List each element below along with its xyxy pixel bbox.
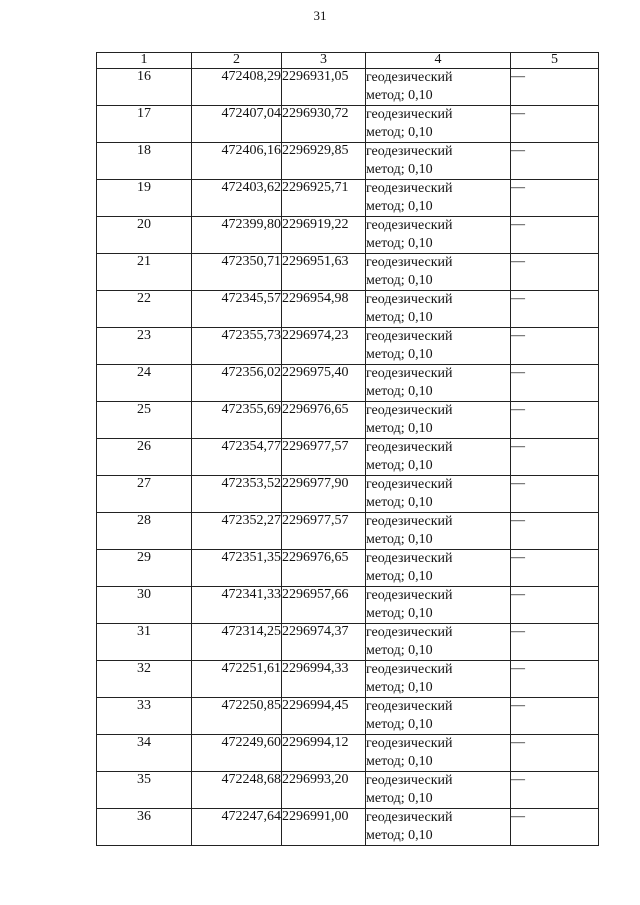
note-dash: — xyxy=(511,587,525,602)
point-number-cell: 21 xyxy=(97,254,192,291)
note-cell xyxy=(511,809,599,846)
point-number-cell: 34 xyxy=(97,735,192,772)
note-cell xyxy=(511,254,599,291)
table-row xyxy=(97,217,599,254)
method-accuracy: метод; 0,10 xyxy=(366,828,433,843)
method-cell xyxy=(366,328,511,365)
note-cell xyxy=(511,365,599,402)
note-cell xyxy=(511,402,599,439)
point-number-cell: 32 xyxy=(97,661,192,698)
note-dash: — xyxy=(511,476,525,491)
method-name: геодезический xyxy=(366,181,453,196)
y-coordinate-cell: 2296929,85 xyxy=(282,143,366,180)
table-row xyxy=(97,513,599,550)
point-number-cell: 30 xyxy=(97,587,192,624)
x-coordinate-cell: 472248,68 xyxy=(192,772,282,809)
note-dash: — xyxy=(511,402,525,417)
method-name: геодезический xyxy=(366,292,453,307)
note-cell xyxy=(511,217,599,254)
method-accuracy: метод; 0,10 xyxy=(366,421,433,436)
header-col-3: 3 xyxy=(282,53,366,69)
note-cell xyxy=(511,550,599,587)
method-name: геодезический xyxy=(366,810,453,825)
method-accuracy: метод; 0,10 xyxy=(366,717,433,732)
x-coordinate-cell: 472406,16 xyxy=(192,143,282,180)
page-number: 31 xyxy=(313,8,327,23)
method-cell xyxy=(366,772,511,809)
note-dash: — xyxy=(511,698,525,713)
header-col-4: 4 xyxy=(366,53,511,69)
y-coordinate-cell: 2296977,57 xyxy=(282,513,366,550)
method-cell xyxy=(366,513,511,550)
note-dash: — xyxy=(511,143,525,158)
method-cell xyxy=(366,291,511,328)
method-accuracy: метод; 0,10 xyxy=(366,236,433,251)
method-cell xyxy=(366,698,511,735)
method-name: геодезический xyxy=(366,588,453,603)
point-number-cell: 20 xyxy=(97,217,192,254)
method-name: геодезический xyxy=(366,70,453,85)
y-coordinate-cell: 2296957,66 xyxy=(282,587,366,624)
note-cell xyxy=(511,587,599,624)
note-cell xyxy=(511,180,599,217)
method-cell xyxy=(366,661,511,698)
point-number-cell: 18 xyxy=(97,143,192,180)
table-row xyxy=(97,661,599,698)
method-accuracy: метод; 0,10 xyxy=(366,532,433,547)
y-coordinate-cell: 2296994,33 xyxy=(282,661,366,698)
table-row xyxy=(97,439,599,476)
table-row xyxy=(97,476,599,513)
method-name: геодезический xyxy=(366,218,453,233)
table-row xyxy=(97,735,599,772)
method-cell xyxy=(366,106,511,143)
method-cell xyxy=(366,809,511,846)
note-dash: — xyxy=(511,513,525,528)
method-cell xyxy=(366,587,511,624)
x-coordinate-cell: 472314,25 xyxy=(192,624,282,661)
y-coordinate-cell: 2296977,90 xyxy=(282,476,366,513)
point-number-cell: 29 xyxy=(97,550,192,587)
method-cell xyxy=(366,476,511,513)
y-coordinate-cell: 2296925,71 xyxy=(282,180,366,217)
x-coordinate-cell: 472354,77 xyxy=(192,439,282,476)
table-row xyxy=(97,772,599,809)
note-dash: — xyxy=(511,106,525,121)
table-row xyxy=(97,106,599,143)
y-coordinate-cell: 2296975,40 xyxy=(282,365,366,402)
method-accuracy: метод; 0,10 xyxy=(366,791,433,806)
method-cell xyxy=(366,735,511,772)
note-dash: — xyxy=(511,180,525,195)
table-header-row xyxy=(97,53,599,69)
method-accuracy: метод; 0,10 xyxy=(366,680,433,695)
x-coordinate-cell: 472355,73 xyxy=(192,328,282,365)
table-body xyxy=(97,69,599,846)
point-number-cell: 19 xyxy=(97,180,192,217)
method-name: геодезический xyxy=(366,403,453,418)
table-row xyxy=(97,254,599,291)
method-cell xyxy=(366,550,511,587)
coordinates-table xyxy=(96,52,599,846)
x-coordinate-cell: 472403,62 xyxy=(192,180,282,217)
table-row xyxy=(97,587,599,624)
note-dash: — xyxy=(511,365,525,380)
note-cell xyxy=(511,328,599,365)
x-coordinate-cell: 472351,35 xyxy=(192,550,282,587)
method-cell xyxy=(366,439,511,476)
x-coordinate-cell: 472353,52 xyxy=(192,476,282,513)
note-dash: — xyxy=(511,328,525,343)
method-accuracy: метод; 0,10 xyxy=(366,199,433,214)
x-coordinate-cell: 472247,64 xyxy=(192,809,282,846)
x-coordinate-cell: 472355,69 xyxy=(192,402,282,439)
method-name: геодезический xyxy=(366,514,453,529)
x-coordinate-cell: 472399,80 xyxy=(192,217,282,254)
point-number-cell: 26 xyxy=(97,439,192,476)
point-number-cell: 36 xyxy=(97,809,192,846)
method-cell xyxy=(366,624,511,661)
method-name: геодезический xyxy=(366,625,453,640)
note-cell xyxy=(511,439,599,476)
method-accuracy: метод; 0,10 xyxy=(366,569,433,584)
table-row xyxy=(97,180,599,217)
table-row xyxy=(97,698,599,735)
method-name: геодезический xyxy=(366,107,453,122)
method-accuracy: метод; 0,10 xyxy=(366,606,433,621)
note-cell xyxy=(511,106,599,143)
x-coordinate-cell: 472350,71 xyxy=(192,254,282,291)
note-cell xyxy=(511,624,599,661)
y-coordinate-cell: 2296994,45 xyxy=(282,698,366,735)
header-col-1: 1 xyxy=(97,53,192,69)
method-accuracy: метод; 0,10 xyxy=(366,643,433,658)
method-cell xyxy=(366,69,511,106)
method-accuracy: метод; 0,10 xyxy=(366,495,433,510)
table-row xyxy=(97,402,599,439)
note-dash: — xyxy=(511,291,525,306)
table-row xyxy=(97,69,599,106)
method-name: геодезический xyxy=(366,366,453,381)
header-col-5: 5 xyxy=(511,53,599,69)
note-dash: — xyxy=(511,772,525,787)
method-accuracy: метод; 0,10 xyxy=(366,754,433,769)
x-coordinate-cell: 472250,85 xyxy=(192,698,282,735)
y-coordinate-cell: 2296919,22 xyxy=(282,217,366,254)
point-number-cell: 16 xyxy=(97,69,192,106)
method-name: геодезический xyxy=(366,440,453,455)
method-name: геодезический xyxy=(366,773,453,788)
table-row xyxy=(97,291,599,328)
note-cell xyxy=(511,69,599,106)
x-coordinate-cell: 472356,02 xyxy=(192,365,282,402)
y-coordinate-cell: 2296993,20 xyxy=(282,772,366,809)
method-name: геодезический xyxy=(366,255,453,270)
table-row xyxy=(97,809,599,846)
y-coordinate-cell: 2296994,12 xyxy=(282,735,366,772)
note-cell xyxy=(511,476,599,513)
note-cell xyxy=(511,143,599,180)
point-number-cell: 27 xyxy=(97,476,192,513)
note-cell xyxy=(511,291,599,328)
note-cell xyxy=(511,735,599,772)
point-number-cell: 35 xyxy=(97,772,192,809)
method-cell xyxy=(366,143,511,180)
table-row xyxy=(97,365,599,402)
method-name: геодезический xyxy=(366,551,453,566)
point-number-cell: 25 xyxy=(97,402,192,439)
method-accuracy: метод; 0,10 xyxy=(366,125,433,140)
x-coordinate-cell: 472341,33 xyxy=(192,587,282,624)
method-cell xyxy=(366,402,511,439)
note-dash: — xyxy=(511,550,525,565)
y-coordinate-cell: 2296954,98 xyxy=(282,291,366,328)
table-row xyxy=(97,143,599,180)
y-coordinate-cell: 2296976,65 xyxy=(282,550,366,587)
note-dash: — xyxy=(511,217,525,232)
y-coordinate-cell: 2296930,72 xyxy=(282,106,366,143)
method-accuracy: метод; 0,10 xyxy=(366,384,433,399)
method-cell xyxy=(366,365,511,402)
note-dash: — xyxy=(511,661,525,676)
y-coordinate-cell: 2296974,23 xyxy=(282,328,366,365)
table-row xyxy=(97,550,599,587)
method-accuracy: метод; 0,10 xyxy=(366,88,433,103)
x-coordinate-cell: 472345,57 xyxy=(192,291,282,328)
y-coordinate-cell: 2296951,63 xyxy=(282,254,366,291)
method-name: геодезический xyxy=(366,477,453,492)
method-name: геодезический xyxy=(366,662,453,677)
method-cell xyxy=(366,180,511,217)
method-cell xyxy=(366,217,511,254)
note-cell xyxy=(511,698,599,735)
method-accuracy: метод; 0,10 xyxy=(366,273,433,288)
point-number-cell: 24 xyxy=(97,365,192,402)
y-coordinate-cell: 2296991,00 xyxy=(282,809,366,846)
x-coordinate-cell: 472407,04 xyxy=(192,106,282,143)
method-accuracy: метод; 0,10 xyxy=(366,162,433,177)
method-accuracy: метод; 0,10 xyxy=(366,458,433,473)
y-coordinate-cell: 2296976,65 xyxy=(282,402,366,439)
method-accuracy: метод; 0,10 xyxy=(366,310,433,325)
y-coordinate-cell: 2296977,57 xyxy=(282,439,366,476)
point-number-cell: 31 xyxy=(97,624,192,661)
point-number-cell: 17 xyxy=(97,106,192,143)
note-dash: — xyxy=(511,735,525,750)
method-accuracy: метод; 0,10 xyxy=(366,347,433,362)
point-number-cell: 33 xyxy=(97,698,192,735)
x-coordinate-cell: 472408,29 xyxy=(192,69,282,106)
note-cell xyxy=(511,513,599,550)
note-dash: — xyxy=(511,624,525,639)
note-dash: — xyxy=(511,254,525,269)
y-coordinate-cell: 2296974,37 xyxy=(282,624,366,661)
header-col-2: 2 xyxy=(192,53,282,69)
note-dash: — xyxy=(511,809,525,824)
method-name: геодезический xyxy=(366,699,453,714)
note-dash: — xyxy=(511,439,525,454)
y-coordinate-cell: 2296931,05 xyxy=(282,69,366,106)
x-coordinate-cell: 472249,60 xyxy=(192,735,282,772)
note-dash: — xyxy=(511,69,525,84)
note-cell xyxy=(511,661,599,698)
method-cell xyxy=(366,254,511,291)
point-number-cell: 22 xyxy=(97,291,192,328)
point-number-cell: 28 xyxy=(97,513,192,550)
method-name: геодезический xyxy=(366,144,453,159)
note-cell xyxy=(511,772,599,809)
method-name: геодезический xyxy=(366,329,453,344)
table-row xyxy=(97,328,599,365)
x-coordinate-cell: 472251,61 xyxy=(192,661,282,698)
point-number-cell: 23 xyxy=(97,328,192,365)
method-name: геодезический xyxy=(366,736,453,751)
table-row xyxy=(97,624,599,661)
x-coordinate-cell: 472352,27 xyxy=(192,513,282,550)
